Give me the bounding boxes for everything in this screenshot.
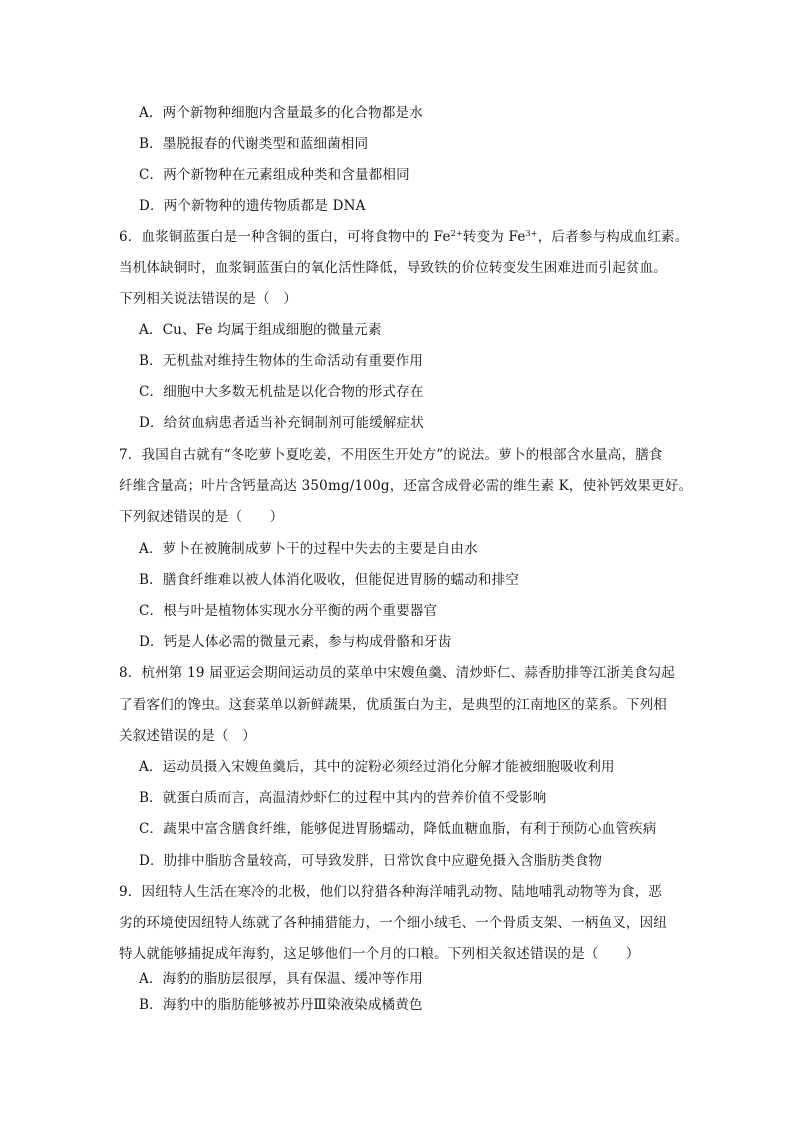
q9-stem-line-3: 特人就能够捕捉成年海豹，这足够他们一个月的口粮。下列相关叙述错误的是（ ） <box>119 946 640 962</box>
fe3-superscript: 3+ <box>525 229 538 238</box>
q5-option-a: A．两个新物种细胞内含量最多的化合物都是水 <box>139 105 423 121</box>
q8-option-a: A．运动员摄入宋嫂鱼羹后，其中的淀粉必须经过消化分解才能被细胞吸收利用 <box>139 759 615 775</box>
q8-option-b: B．就蛋白质而言，高温清炒虾仁的过程中其内的营养价值不受影响 <box>139 790 547 806</box>
q7-stem-line-1: 7．我国自古就有“冬吃萝卜夏吃姜，不用医生开处方”的说法。萝卜的根部含水量高，膳食 <box>119 447 663 463</box>
q7-option-c: C．根与叶是植物体实现水分平衡的两个重要器官 <box>139 603 438 619</box>
fe2-superscript: 2+ <box>450 229 463 238</box>
q6-option-a: A．Cu、Fe 均属于组成细胞的微量元素 <box>139 322 382 338</box>
q6-stem-line-1: 6．血浆铜蓝蛋白是一种含铜的蛋白，可将食物中的 $Fe^{2+}$转变为 $Fe^{3+}$，后者参与构成血红素。 <box>119 229 689 245</box>
q7-option-d: D．钙是人体必需的微量元素，参与构成骨骼和牙齿 <box>139 634 452 650</box>
q6-option-c: C．细胞中大多数无机盐是以化合物的形式存在 <box>139 384 424 400</box>
q9-stem-line-1: 9．因纽特人生活在寒冷的北极，他们以狩猎各种海洋哺乳动物、陆地哺乳动物等为食，恶 <box>119 884 663 900</box>
q6-stem-line-3: 下列相关说法错误的是（ ） <box>119 291 298 307</box>
q9-option-a: A．海豹的脂肪层很厚，具有保温、缓冲等作用 <box>139 971 423 987</box>
q5-option-d: D．两个新物种的遗传物质都是 DNA <box>139 198 366 214</box>
q8-stem-line-3: 关叙述错误的是（ ） <box>119 728 256 744</box>
q8-option-d: D．肋排中脂肪含量较高，可导致发胖，日常饮食中应避免摄入含脂肪类食物 <box>139 853 603 869</box>
q9-stem-line-2: 劣的环境使因纽特人练就了各种捕猎能力，一个细小绒毛、一个骨质支架、一柄鱼叉，因纽 <box>119 915 667 931</box>
q8-option-c: C．蔬果中富含膳食纤维，能够促进胃肠蠕动，降低血糖血脂，有利于预防心血管疾病 <box>139 821 657 837</box>
q5-option-b: B．墨脱报春的代谢类型和蓝细菌相同 <box>139 136 369 152</box>
q6-option-b: B．无机盐对维持生物体的生命活动有重要作用 <box>139 353 424 369</box>
q9-option-b: B．海豹中的脂肪能够被苏丹Ⅲ染液染成橘黄色 <box>139 997 423 1013</box>
q6-stem-line-2: 当机体缺铜时，血浆铜蓝蛋白的氧化活性降低，导致铁的价位转变发生困难进而引起贫血。 <box>119 260 667 276</box>
q8-stem-line-1: 8．杭州第 19 届亚运会期间运动员的菜单中宋嫂鱼羹、清炒虾仁、蒜香肋排等江浙美食勾起 <box>119 665 675 681</box>
q7-stem-line-3: 下列叙述错误的是（ ） <box>119 509 284 525</box>
q6-option-d: D．给贫血病患者适当补充铜制剂可能缓解症状 <box>139 415 425 431</box>
q7-stem-line-2: 纤维含量高；叶片含钙量高达 350mg/100g，还富含成骨必需的维生素 K，使补钙效果更好。 <box>119 478 693 494</box>
q7-option-b: B．膳食纤维难以被人体消化吸收，但能促进胃肠的蠕动和排空 <box>139 572 520 588</box>
q8-stem-line-2: 了看客们的馋虫。这套菜单以新鲜蔬果，优质蛋白为主，是典型的江南地区的菜系。下列相 <box>119 697 667 713</box>
q7-option-a: A．萝卜在被腌制成萝卜干的过程中失去的主要是自由水 <box>139 541 478 557</box>
q5-option-c: C．两个新物种在元素组成种类和含量都相同 <box>139 167 410 183</box>
